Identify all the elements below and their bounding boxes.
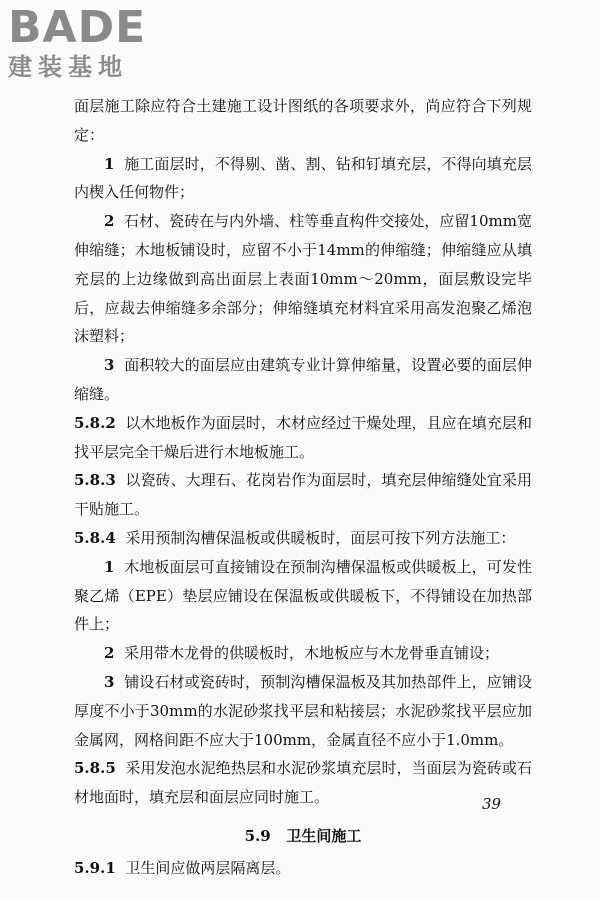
clause-5-8-5 <box>74 754 532 812</box>
item-text: 木地板面层可直接铺设在预制沟槽保温板或供暖板上，可发性聚乙烯（EPE）垫层应铺设在保温板或供暖板下，不得铺设在加热部件上； <box>74 557 532 634</box>
document-body <box>74 92 532 883</box>
logo-subtitle: 建装基地 <box>8 53 128 81</box>
clause-5-8-2 <box>74 409 532 467</box>
list-item <box>74 150 532 208</box>
clause-text: 卫生间应做两层隔离层。 <box>125 858 291 877</box>
item-number: 2 <box>104 212 115 231</box>
clause-number: 5.8.4 <box>74 528 116 547</box>
section-title: 卫生间施工 <box>286 826 362 845</box>
item-number: 3 <box>104 356 115 375</box>
clause-5-8-4 <box>74 524 532 553</box>
list-item <box>74 639 532 668</box>
item-number: 2 <box>104 644 115 663</box>
clause-text: 以木地板作为面层时，木材应经过干燥处理，且应在填充层和找平层完全干燥后进行木地板施工。 <box>74 413 532 461</box>
item-number: 1 <box>104 154 115 173</box>
intro-paragraph: 面层施工除应符合土建施工设计图纸的各项要求外，尚应符合下列规定： <box>74 97 532 144</box>
item-number: 3 <box>104 672 115 691</box>
list-item <box>74 207 532 351</box>
clause-text: 采用发泡水泥绝热层和水泥砂浆填充层时，当面层为瓷砖或石材地面时，填充层和面层应同时施工。 <box>74 759 532 807</box>
section-heading <box>74 818 532 854</box>
clause-5-9-1 <box>74 854 532 883</box>
clause-number: 5.8.5 <box>74 759 116 778</box>
item-text: 面积较大的面层应由建筑专业计算伸缩量，设置必要的面层伸缩缝。 <box>74 356 532 403</box>
clause-number: 5.8.3 <box>74 471 116 490</box>
item-text: 采用带木龙骨的供暖板时，木地板应与木龙骨垂直铺设； <box>123 644 499 663</box>
logo-title: BADE <box>8 2 147 53</box>
clause-text: 采用预制沟槽保温板或供暖板时，面层可按下列方法施工： <box>125 528 516 547</box>
clause-number: 5.8.2 <box>74 413 116 432</box>
logo <box>8 4 178 86</box>
section-number: 5.9 <box>244 826 271 845</box>
list-item <box>74 351 532 409</box>
item-text: 石材、瓷砖在与内外墙、柱等垂直构件交接处，应留10mm宽伸缩缝；木地板铺设时，应留不小于14mm的伸缩缝；伸缩缝应从填充层的上边缘做到高出面层上表面10mm～20mm，面层敷设完毕后，应裁去伸缩缝多余部分；伸缩缝填充材料宜采用高发泡聚乙烯泡沫塑料； <box>74 212 532 346</box>
clause-text: 以瓷砖、大理石、花岗岩作为面层时，填充层伸缩缝处宜采用干贴施工。 <box>74 471 532 519</box>
list-item <box>74 553 532 639</box>
page-number: 39 <box>482 795 502 813</box>
item-number: 1 <box>104 557 115 576</box>
clause-number: 5.9.1 <box>74 858 116 877</box>
list-item <box>74 668 532 754</box>
item-text: 施工面层时，不得剔、凿、割、钻和钉填充层，不得向填充层内楔入任何物件； <box>74 154 532 202</box>
item-text: 铺设石材或瓷砖时，预制沟槽保温板及其加热部件上，应铺设厚度不小于30mm的水泥砂浆找平层和粘接层；水泥砂浆找平层应加金属网，网格间距不应大于100mm，金属直径不应小于1.0mm。 <box>74 672 532 749</box>
clause-5-8-3 <box>74 466 532 524</box>
